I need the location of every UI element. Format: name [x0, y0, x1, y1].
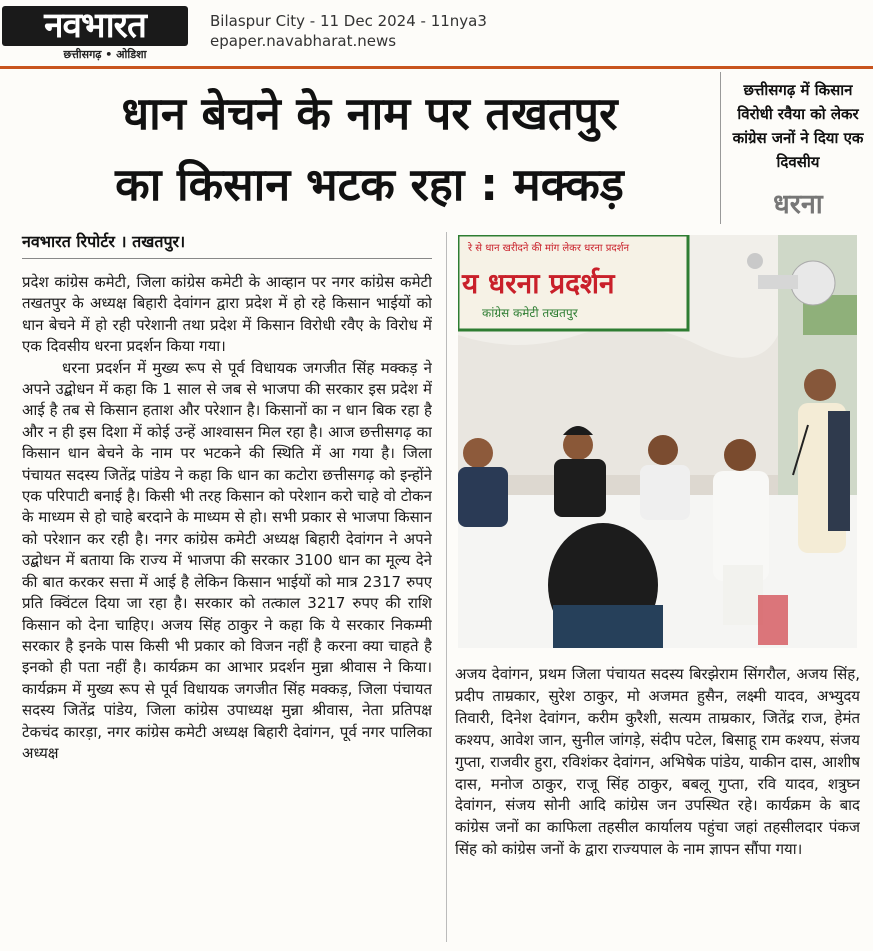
- banner-main-text: य धरना प्रदर्शन: [462, 267, 615, 300]
- sidebar-highlight: धरना: [773, 189, 823, 220]
- masthead-divider: [0, 66, 873, 69]
- photo-illustration: [458, 235, 857, 648]
- column-divider: [446, 232, 447, 942]
- banner-sub-text: कांग्रेस कमेटी तखतपुर: [482, 306, 578, 320]
- headline: [22, 78, 717, 220]
- article-paragraph-1: प्रदेश कांग्रेस कमेटी, जिला कांग्रेस कमेटी के आव्हान पर नगर कांग्रेस कमेटी तखतपुर के अध्यक्ष बिहारी देवांगन द्वारा प्रदेश में हो रहे किसान भाईयों को धान बेचने में हो रही परेशानी तथा प्रदेश में किसान विरोधी रवैए के विरोध में एक दिवसीय धरना प्रदर्शन किया गया।: [22, 273, 432, 356]
- logo-text: नवभारत: [2, 6, 188, 46]
- byline: नवभारत रिपोर्टर । तखतपुर।: [22, 232, 186, 251]
- headline-line-1: धान बेचने के नाम पर तखतपुर: [121, 87, 618, 140]
- sidebar-text: छत्तीसगढ़ में किसान विरोधी रवैया को लेकर कांग्रेस जनों ने दिया एक दिवसीय: [732, 81, 864, 171]
- newspaper-logo: [0, 4, 192, 62]
- edition-info: Bilaspur City - 11 Dec 2024 - 11nya3: [210, 12, 487, 30]
- event-photo: [458, 235, 857, 648]
- site-url[interactable]: epaper.navabharat.news: [210, 32, 397, 50]
- headline-line-2: का किसान भटक रहा : मक्कड़: [115, 158, 624, 211]
- logo-subtitle: छत्तीसगढ़ • ओडिशा: [63, 48, 147, 61]
- article-paragraph-3: अजय देवांगन, प्रथम जिला पंचायत सदस्य बिरझेराम सिंगरौल, अजय सिंह, प्रदीप ताम्रकार, सुरेश ठाकुर, मो अजमत हुसैन, लक्ष्मी यादव, अभ्युदय तिवारी, दिनेश देवांगन, करीम कुरैशी, सत्यम ताम्रकार, जितेंद्र राज, हेमंत कश्यप, आवेश जान, सुनील जांगड़े, संदीप पटेल, बिसाहू राम कश्यप, संजय गुप्ता, राजवीर हुरा, रविशंकर देवांगन, अभिषेक पांडेय, याकीन दास, आशीष दास, मनोज ठाकुर, राजू सिंह ठाकुर, बबलू गुप्ता, रवि यादव, शत्रुघ्न देवांगन, संजय सोनी आदि कांग्रेस जन उपस्थित रहे। कार्यक्रम के बाद कांग्रेस जनों का काफिला तहसील कार्यालय पहुंचा जहां तहसीलदार पंकज सिंह को कांग्रेस जनों के द्वारा राज्यपाल के नाम ज्ञापन सौंपा गया।: [455, 665, 860, 859]
- article-paragraph-2: धरना प्रदर्शन में मुख्य रूप से पूर्व विधायक जगजीत सिंह मक्कड़ ने अपने उद्बोधन में कहा कि 1 साल से जब से भाजपा की सरकार इस प्रदेश में आई है तब से किसान हताश और परेशान है। किसानों का न धान बिक रहा है और न ही इस दिशा में कोई उन्हें आश्वासन मिल रहा है। आज छत्तीसगढ़ का किसान धान बेचने के नाम पर भटकने की स्थिति में आ गया है। जिला पंचायत सदस्य जितेंद्र पांडेय ने कहा कि धान का कटोरा छत्तीसगढ़ को इन्होंने एक परिपाटी बनाई है। किसी भी तरह किसान को परेशान करो चाहे वो टोकन के माध्यम से हो चाहे बरदाने के माध्यम से हो। सभी प्रकार से भाजपा किसान को परेशान कर रही है। नगर कांग्रेस कमेटी अध्यक्ष बिहारी देवांगन ने अपने उद्बोधन में बताया कि राज्य में भाजपा की सरकार 3100 धान का मूल्य देने की बात करकर सत्ता में आई है लेकिन किसान भाईयों को मात्र 2317 रुपए प्रति क्विंटल दिया जा रहा है। सरकार को तत्काल 3217 रुपए की राशि किसान को देना चाहिए। अजय सिंह ठाकुर ने कहा कि ये सरकार निकम्मी सरकार है इनके पास किसी भी प्रकार को विजन नहीं है करना क्या चाहते है इनको ही पता नहीं है। कार्यक्रम का आभार प्रदर्शन मुन्ना श्रीवास ने किया। कार्यक्रम में मुख्य रूप से पूर्व विधायक जगजीत सिंह मक्कड़, जिला पंचायत सदस्य जितेंद्र पांडेय, जिला कांग्रेस उपाध्यक्ष मुन्ना श्रीवास, नेता प्रतिपक्ष टेकचंद कारड़ा, नगर कांग्रेस कमेटी अध्यक्ष बिहारी देवांगन, पूर्व नगर पालिका अध्यक्ष: [22, 358, 432, 762]
- byline-divider: [22, 258, 432, 259]
- article-column-right: [455, 664, 860, 946]
- sidebar-kicker: [720, 72, 868, 224]
- banner-top-text: रे से धान खरीदने की मांग लेकर धरना प्रदर्शन: [468, 243, 630, 254]
- article-column-left: [22, 272, 432, 948]
- masthead: [0, 0, 873, 68]
